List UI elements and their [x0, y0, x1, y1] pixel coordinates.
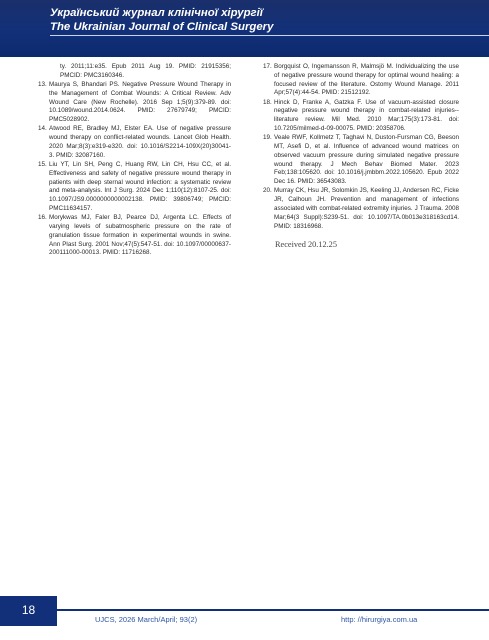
page-number: 18 — [21, 603, 36, 617]
journal-title-ukrainian: Український журнал клінічної хірургії — [50, 7, 263, 19]
journal-issue: UJCS, 2026 March/April; 93(2) — [95, 615, 198, 624]
received-date: Received 20.12.25 — [275, 240, 337, 249]
reference-number: 20. — [263, 187, 272, 195]
reference-number — [38, 63, 49, 81]
journal-title-english: The Ukrainian Journal of Clinical Surgery — [50, 21, 274, 33]
reference-text: Murray CK, Hsu JR, Solomkin JS, Keeling JJ, Andersen RC, Ficke JR, Calhoun JH. Prevention and management of infections associated with combat-related extremity injuries. J Trauma. 2008 Mar;64(3 Suppl):S239-51. doi: 10.1097/TA.0b013e318163cd14. PMID: 18316968. — [274, 187, 459, 230]
reference-text: Morykwas MJ, Faler BJ, Pearce DJ, Argenta LC. Effects of varying levels of subatmospheric pressure on the rate of granulation tissue formation in experimental wounds in swine. Ann Plast Surg. 2001 Nov;47(5):547-51. doi: 10.1097/00000637-200111000-00013. PMID: 11716268. — [49, 214, 231, 257]
reference-item — [38, 81, 231, 125]
reference-item — [263, 63, 459, 98]
reference-number: 18. — [263, 98, 272, 106]
page-number-box — [0, 596, 57, 626]
footer-rule — [57, 609, 489, 611]
reference-item — [263, 99, 459, 134]
journal-url-link[interactable]: http: //hirurgiya.com.ua — [341, 615, 418, 624]
reference-number: 16. — [38, 214, 47, 222]
reference-text: Liu YT, Lin SH, Peng C, Huang RW, Lin CH, Hsu CC, et al. Effectiveness and safety of negative pressure wound therapy in patients with deep sternal wound infection: a systematic review and meta-analysis. Int J Surg. 2024 Dec 1;110(12):8107-25. doi: 10.1097/JS9.0000000000002138. PMID: 39806749; PMCID: PMC11634157. — [49, 160, 231, 212]
reference-number: 14. — [38, 125, 47, 133]
reference-number: 17. — [263, 63, 272, 70]
reference-number: 15. — [38, 160, 47, 168]
reference-item — [38, 63, 231, 81]
reference-text: ty. 2011;11:e35. Epub 2011 Aug 19. PMID: 21915356; PMCID: PMC3160346. — [60, 63, 231, 79]
reference-number: 13. — [38, 80, 47, 88]
page-footer — [0, 596, 489, 640]
reference-item — [38, 125, 231, 160]
reference-text: Borgquist O, Ingemansson R, Malmsjö M. Individualizing the use of negative pressure wound therapy for optimal wound healing: a focused review of the literature. Ostomy Wound Manage. 2011 Apr;57(4):44-54. PMID: 21512192. — [274, 63, 459, 97]
reference-number: 19. — [263, 134, 272, 142]
reference-text: Atwood RE, Bradley MJ, Elster EA. Use of negative pressure wound therapy on conflict-related wounds. Lancet Glob Health. 2020 Mar;8(3):e319-e320. doi: 10.1016/S2214-109X(20)30041-3. PMID: 32087160. — [49, 125, 231, 159]
reference-item — [263, 187, 459, 231]
references-right-column — [263, 63, 459, 232]
reference-item — [263, 134, 459, 187]
reference-text: Maurya S, Bhandari PS. Negative Pressure Wound Therapy in the Management of Combat Wounds: A Critical Review. Adv Wound Care (New Rochelle). 2016 Sep 1;5(9):379-89. doi: 10.1089/wound.2014.0624. PMID: 27679749; PMCID: PMC5028902. — [49, 80, 231, 124]
header-divider — [50, 35, 489, 36]
journal-header — [0, 0, 489, 57]
reference-text: Veale RWF, Kollmetz T, Taghavi N, Duston-Fursman CG, Beeson MT, Asefi D, et al. Influence of advanced wound matrices on observed vacuum pressure during simulated negative pressure wound therapy. J Mech Behav Biomed Mater. 2023 Feb;138:105620. doi: 10.1016/j.jmbbm.2022.105620. Epub 2022 Dec 16. PMID: 36543083. — [274, 134, 459, 186]
references-left-column — [38, 63, 231, 258]
reference-item — [38, 161, 231, 214]
reference-text: Hinck D, Franke A, Gatzka F. Use of vacuum-assisted closure negative pressure wound therapy in combat-related injuries--literature review. Mil Med. 2010 Mar;175(3):173-81. doi: 10.7205/milmed-d-09-00075. PMID: 20358706. — [274, 98, 459, 132]
reference-item — [38, 214, 231, 258]
